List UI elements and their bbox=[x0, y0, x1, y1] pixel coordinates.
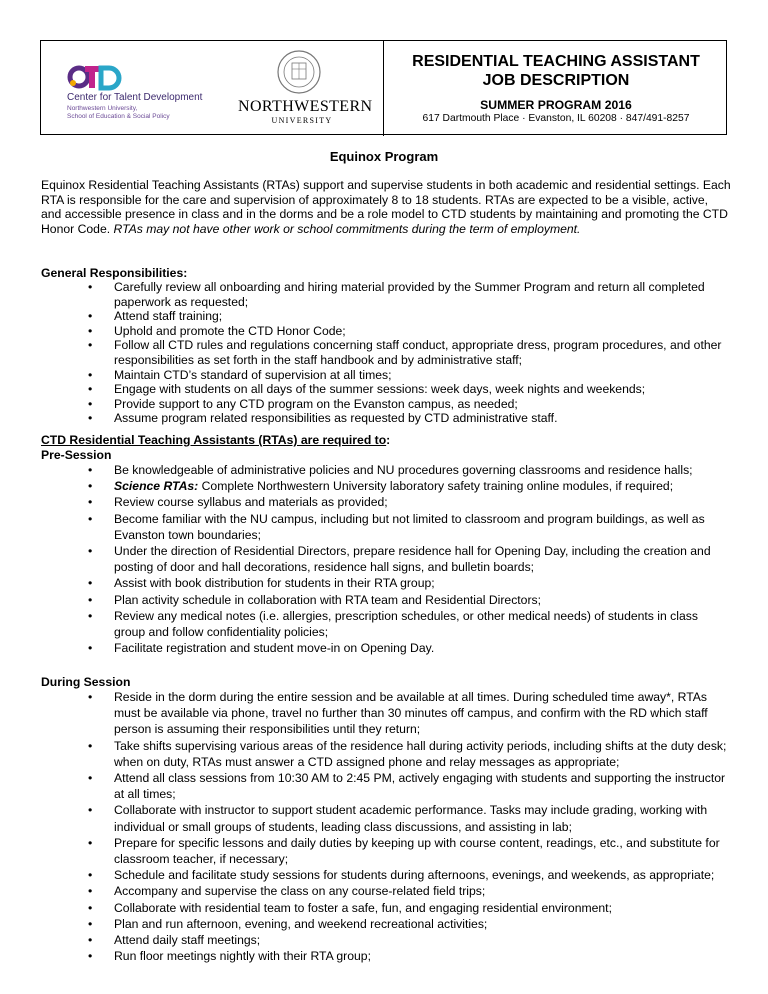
general-responsibilities-heading: General Responsibilities: bbox=[41, 266, 188, 280]
required-heading-colon: : bbox=[386, 433, 391, 447]
list-item: • Review any medical notes (i.e. allergies, prescription schedules, or other medical needs) of students in class group and follow confidentiality policies; bbox=[41, 608, 731, 640]
list-item: • Review course syllabus and materials as provided; bbox=[41, 494, 731, 510]
list-item bbox=[41, 478, 731, 494]
required-heading-text: CTD Residential Teaching Assistants (RTAs) are required to bbox=[41, 433, 387, 447]
office-address: 617 Dartmouth Place · Evanston, IL 60208 · 847/491-8257 bbox=[422, 113, 690, 124]
list-item: • Facilitate registration and student move-in on Opening Day. bbox=[41, 640, 731, 656]
list-item: • Accompany and supervise the class on any course-related field trips; bbox=[41, 883, 731, 899]
during-session-list bbox=[41, 689, 731, 964]
program-title: Equinox Program bbox=[329, 149, 439, 164]
list-item: • Collaborate with instructor to support student academic performance. Tasks may include grading, working with individual or small groups of students, leading class discussions, and assisting in lab; bbox=[41, 802, 731, 834]
list-item: • Reside in the dorm during the entire session and be available at all times. During scheduled time away*, RTAs must be available via phone, travel no further than 30 minutes off campus, and confirm with the RD which staff person is assuming their responsibilities until they return; bbox=[41, 689, 731, 738]
document-title-line-1: RESIDENTIAL TEACHING ASSISTANT bbox=[412, 53, 700, 70]
science-rtas-label: Science RTAs: bbox=[114, 479, 199, 494]
list-item: • Plan activity schedule in collaboration with RTA team and Residential Directors; bbox=[41, 592, 731, 608]
northwestern-wordmark: NORTHWESTERN bbox=[238, 98, 373, 115]
list-item: • Be knowledgeable of administrative policies and NU procedures governing classrooms and residence halls; bbox=[41, 462, 731, 478]
letterhead bbox=[40, 40, 727, 135]
ctd-subline-1: Northwestern University, bbox=[67, 105, 138, 112]
list-item: • Carefully review all onboarding and hiring material provided by the Summer Program and return all completed paperwork as requested; bbox=[41, 280, 731, 309]
program-year: SUMMER PROGRAM 2016 bbox=[480, 98, 632, 112]
pre-session-list bbox=[41, 462, 731, 656]
list-item: • Attend staff training; bbox=[41, 309, 731, 324]
list-item: • Maintain CTD’s standard of supervision at all times; bbox=[41, 368, 731, 383]
list-item: • Run floor meetings nightly with their RTA group; bbox=[41, 948, 731, 964]
ctd-logo bbox=[63, 59, 213, 119]
ctd-name: Center for Talent Development bbox=[67, 92, 203, 103]
list-item: • Assist with book distribution for students in their RTA group; bbox=[41, 575, 731, 591]
intro-paragraph bbox=[41, 178, 731, 236]
list-item: • Schedule and facilitate study sessions for students during afternoons, evenings, and weekends, as appropriate; bbox=[41, 867, 731, 883]
list-item: • Attend all class sessions from 10:30 AM to 2:45 PM, actively engaging with students and supporting the instructor at all times; bbox=[41, 770, 731, 802]
document-title-line-2: JOB DESCRIPTION bbox=[482, 72, 630, 89]
required-heading bbox=[41, 433, 390, 448]
list-item: • Assume program related responsibilities as requested by CTD administrative staff. bbox=[41, 411, 731, 426]
list-item: • Attend daily staff meetings; bbox=[41, 932, 731, 948]
list-item: • Prepare for specific lessons and daily duties by keeping up with course content, readings, etc., and substitute for classroom teacher, if necessary; bbox=[41, 835, 731, 867]
list-item: • Engage with students on all days of the summer sessions: week days, week nights and weekends; bbox=[41, 382, 731, 397]
list-item: • Uphold and promote the CTD Honor Code; bbox=[41, 324, 731, 339]
list-item: • Provide support to any CTD program on the Evanston campus, as needed; bbox=[41, 397, 731, 412]
list-item: • Collaborate with residential team to foster a safe, fun, and engaging residential environment; bbox=[41, 900, 731, 916]
science-rtas-text: Complete Northwestern University laboratory safety training online modules, if required; bbox=[201, 479, 674, 494]
ctd-subline-2: School of Education & Social Policy bbox=[67, 113, 170, 120]
list-item: • Plan and run afternoon, evening, and weekend recreational activities; bbox=[41, 916, 731, 932]
ctd-logo-mark-icon bbox=[67, 63, 129, 91]
list-item: • Under the direction of Residential Directors, prepare residence hall for Opening Day, including the creation and posting of door and hall decorations, residence hall signs, and bulletin boards; bbox=[41, 543, 731, 575]
list-item: • Take shifts supervising various areas of the residence hall during activity periods, including shifts at the duty desk; when on duty, RTAs must answer a CTD assigned phone and relay messages as appropriate; bbox=[41, 738, 731, 770]
list-item: • Follow all CTD rules and regulations concerning staff conduct, appropriate dress, program procedures, and other responsibilities as set forth in the staff handbook and by administrative staff; bbox=[41, 338, 731, 367]
pre-session-heading: Pre-Session bbox=[41, 448, 112, 462]
intro-italic-note: RTAs may not have other work or school commitments during the term of employment. bbox=[113, 221, 581, 236]
northwestern-logo bbox=[238, 49, 373, 129]
intro-text: Equinox Residential Teaching Assistants (RTAs) support and supervise students in both academic and residential settings. Each RTA is responsible for the care and supervision of approximately 8 to 18 students. RTAs are expected to be a visible, active, and accessible presence in class and in the dorms and be a role model to CTD students by maintaining and promoting the CTD Honor Code. bbox=[41, 178, 731, 236]
northwestern-seal-icon bbox=[276, 49, 322, 95]
list-item: • Become familiar with the NU campus, including but not limited to classroom and program buildings, as well as Evanston town boundaries; bbox=[41, 511, 731, 543]
university-wordmark: UNIVERSITY bbox=[271, 116, 333, 125]
during-session-heading: During Session bbox=[41, 675, 131, 689]
general-responsibilities-list bbox=[41, 280, 731, 426]
